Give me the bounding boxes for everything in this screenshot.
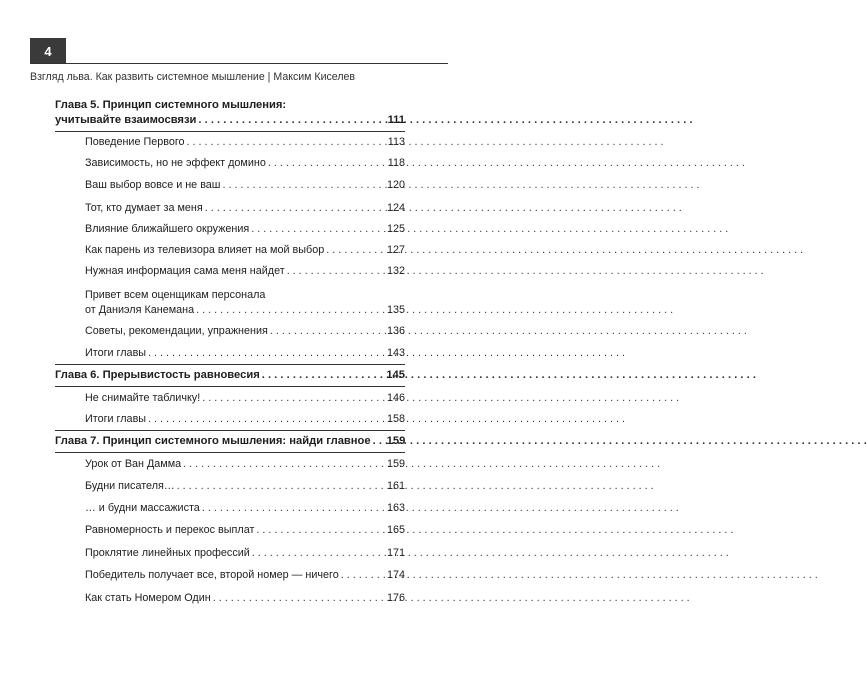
leader-dots xyxy=(222,179,385,192)
toc-item[interactable] xyxy=(55,592,405,605)
toc-item-page: 113 xyxy=(387,136,405,148)
toc-item[interactable] xyxy=(55,202,405,215)
toc-item-page: 159 xyxy=(386,458,405,470)
leader-dots xyxy=(205,202,385,215)
toc-item-title: Нужная информация сама меня найдет xyxy=(85,265,285,277)
toc-item[interactable] xyxy=(55,157,405,170)
chapter-7-entry[interactable] xyxy=(55,435,405,448)
toc-item-page: 176 xyxy=(386,592,405,604)
toc-item[interactable] xyxy=(55,392,405,405)
toc-item-title: Не снимайте табличку! xyxy=(85,392,201,404)
leader-dots xyxy=(177,480,385,493)
leader-dots xyxy=(256,524,385,537)
page-number: 4 xyxy=(30,38,66,64)
toc-item-title: … и будни массажиста xyxy=(85,502,200,514)
toc-item[interactable] xyxy=(55,347,405,360)
toc-item[interactable] xyxy=(55,223,405,236)
running-head: Взгляд льва. Как развить системное мышление | Максим Киселев xyxy=(30,71,356,83)
leader-dots xyxy=(270,325,385,338)
toc-item-page: 136 xyxy=(386,325,405,337)
chapter-divider xyxy=(55,131,405,132)
leader-dots xyxy=(251,223,385,236)
chapter-6-entry[interactable] xyxy=(55,369,405,382)
leader-dots xyxy=(148,347,385,360)
toc-item-title: Зависимость, но не эффект домино xyxy=(85,157,266,169)
toc-item[interactable] xyxy=(55,502,405,515)
toc-item[interactable] xyxy=(55,304,405,317)
toc-item-title: Советы, рекомендации, упражнения xyxy=(85,325,268,337)
toc-item-page: 171 xyxy=(386,547,405,559)
toc-item[interactable] xyxy=(55,244,405,257)
leader-dots xyxy=(252,547,385,560)
leader-dots xyxy=(213,592,385,605)
leader-dots xyxy=(326,244,385,257)
toc-item-page: 118 xyxy=(387,157,405,169)
toc-item[interactable] xyxy=(55,179,405,192)
toc-item-page: 120 xyxy=(386,179,405,191)
chapter-divider xyxy=(55,430,405,431)
toc-item-title: Будни писателя… xyxy=(85,480,175,492)
toc-item-title: Как парень из телевизора влияет на мой выбор xyxy=(85,244,325,256)
toc-item-title: Итоги главы xyxy=(85,347,147,359)
toc-item-title: Проклятие линейных профессий xyxy=(85,547,250,559)
leader-dots xyxy=(373,435,385,448)
toc-item-title-line2: от Даниэля Канемана xyxy=(85,304,195,316)
toc-item-page: 132 xyxy=(386,265,405,277)
toc-item-page: 165 xyxy=(386,524,405,536)
toc-item-title-line1: Привет всем оценщикам персонала xyxy=(85,289,266,301)
leader-dots xyxy=(187,136,386,149)
chapter-5-title-line1: Глава 5. Принцип системного мышления: xyxy=(55,99,287,111)
chapter-divider xyxy=(55,386,405,387)
toc-item[interactable] xyxy=(55,325,405,338)
toc-item[interactable] xyxy=(55,547,405,560)
chapter-divider xyxy=(55,364,405,365)
toc-item-title: Ваш выбор вовсе и не ваш xyxy=(85,179,221,191)
toc-item-page: 146 xyxy=(386,392,405,404)
chapter-7-title: Глава 7. Принцип системного мышления: найди главное xyxy=(55,435,371,447)
toc-item-title: Урок от Ван Дамма xyxy=(85,458,182,470)
toc-item[interactable] xyxy=(55,480,405,493)
chapter-divider xyxy=(55,452,405,453)
leader-dots xyxy=(287,265,385,278)
toc-item-title: Тот, кто думает за меня xyxy=(85,202,203,214)
toc-item-page: 127 xyxy=(386,244,405,256)
toc-item-page: 163 xyxy=(386,502,405,514)
toc-item[interactable] xyxy=(55,413,405,426)
toc-item-page: 135 xyxy=(386,304,405,316)
toc-item-title: Победитель получает все, второй номер — ничего xyxy=(85,569,339,581)
leader-dots xyxy=(341,569,385,582)
leader-dots xyxy=(196,304,385,317)
leader-dots xyxy=(268,157,386,170)
leader-dots xyxy=(148,413,385,426)
header-rule xyxy=(30,63,448,64)
toc-item-page: 125 xyxy=(386,223,405,235)
toc-item-title: Влияние ближайшего окружения xyxy=(85,223,250,235)
toc-item-title: Поведение Первого xyxy=(85,136,185,148)
leader-dots xyxy=(202,502,385,515)
chapter-6-title: Глава 6. Прерывистость равновесия xyxy=(55,369,260,381)
toc-item[interactable] xyxy=(55,136,405,149)
leader-dots xyxy=(198,114,385,127)
toc-item[interactable] xyxy=(55,569,405,582)
leader-dots xyxy=(262,369,385,382)
toc-item-title: Равномерность и перекос выплат xyxy=(85,524,255,536)
toc-item-page: 174 xyxy=(386,569,405,581)
chapter-5-entry[interactable] xyxy=(55,114,405,127)
chapter-6-page: 145 xyxy=(386,369,405,381)
toc-item-title: Как стать Номером Один xyxy=(85,592,211,604)
toc-item[interactable] xyxy=(55,265,405,278)
chapter-7-page: 159 xyxy=(386,435,406,447)
toc-item-page: 158 xyxy=(386,413,405,425)
leader-dots xyxy=(183,458,385,471)
toc-item-page: 143 xyxy=(386,347,405,359)
toc-item[interactable] xyxy=(55,524,405,537)
chapter-5-title-line2: учитывайте взаимосвязи xyxy=(55,114,197,126)
toc-item-page: 161 xyxy=(386,480,405,492)
toc-item-page: 124 xyxy=(386,202,405,214)
toc-item[interactable] xyxy=(55,458,405,471)
leader-dots xyxy=(202,392,385,405)
chapter-5-page: 111 xyxy=(387,114,405,126)
toc-item-title: Итоги главы xyxy=(85,413,147,425)
